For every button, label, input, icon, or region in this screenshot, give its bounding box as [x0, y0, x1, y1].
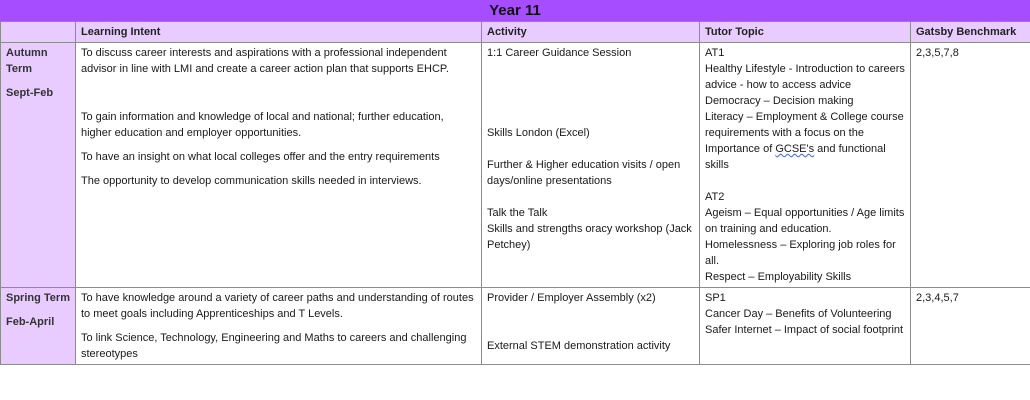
activity-cell	[482, 288, 700, 365]
header-gatsby-benchmark: Gatsby Benchmark	[911, 22, 1030, 43]
tutor-block-heading: AT1	[705, 47, 725, 59]
tutor-topic-item	[705, 109, 905, 173]
activity-item: Provider / Employer Assembly (x2)	[487, 292, 656, 304]
header-tutor-topic: Tutor Topic	[700, 22, 911, 43]
learning-intent-item: The opportunity to develop communication skills needed in interviews.	[81, 175, 422, 187]
tutor-block-heading: SP1	[705, 292, 726, 304]
page-title: Year 11	[0, 0, 1030, 22]
activity-item: External STEM demonstration activity	[487, 340, 671, 352]
learning-intent-cell	[76, 288, 482, 365]
learning-intent-item: To gain information and knowledge of local and national; further education, higher education and employer opportunities.	[81, 111, 444, 139]
learning-intent-item: To have knowledge around a variety of career paths and understanding of routes to meet goals including Apprenticeships and T Levels.	[81, 292, 474, 320]
tutor-topic-item: Cancer Day – Benefits of Volunteering	[705, 308, 892, 320]
learning-intent-item: To discuss career interests and aspirations with a professional independent advisor in line with LMI and create a career action plan that supports EHCP.	[81, 47, 449, 75]
learning-intent-item: To link Science, Technology, Engineering and Maths to careers and challenging stereotypes	[81, 332, 467, 360]
activity-item: Skills London (Excel)	[487, 127, 590, 139]
tutor-topic-item: Safer Internet – Impact of social footprint	[705, 324, 904, 336]
tutor-topic-cell	[700, 43, 911, 288]
term-name: Autumn Term	[6, 47, 48, 75]
activity-item: Further & Higher education visits / open days/online presentations	[487, 159, 681, 187]
table-row	[1, 43, 1030, 288]
header-row	[1, 22, 1030, 43]
gatsby-benchmark-cell: 2,3,5,7,8	[911, 43, 1030, 288]
careers-table	[0, 21, 1030, 365]
term-cell	[1, 43, 76, 288]
tutor-topic-item: Democracy – Decision making	[705, 95, 854, 107]
activity-item: Skills and strengths oracy workshop (Jack Petchey)	[487, 223, 692, 251]
header-learning-intent: Learning Intent	[76, 22, 482, 43]
tutor-topic-item: Ageism – Equal opportunities / Age limits on training and education.	[705, 207, 905, 235]
learning-intent-cell	[76, 43, 482, 288]
header-term	[1, 22, 76, 43]
activity-item: Talk the Talk	[487, 207, 548, 219]
term-cell	[1, 288, 76, 365]
tutor-topic-item: Healthy Lifestyle - Introduction to careers advice - how to access advice	[705, 63, 905, 91]
gatsby-benchmark-cell: 2,3,4,5,7	[911, 288, 1030, 365]
tutor-topic-text: and functional skills	[705, 143, 886, 171]
tutor-block-heading: AT2	[705, 191, 725, 203]
tutor-topic-item: Homelessness – Exploring job roles for all.	[705, 239, 896, 267]
tutor-topic-item: Respect – Employability Skills	[705, 271, 852, 283]
activity-item: 1:1 Career Guidance Session	[487, 47, 632, 59]
tutor-topic-cell	[700, 288, 911, 365]
term-name: Spring Term	[6, 292, 70, 304]
term-period: Sept-Feb	[6, 87, 54, 99]
activity-cell	[482, 43, 700, 288]
spellcheck-word: GCSE's	[775, 143, 815, 155]
tutor-topic-text: Literacy – Employment & College course requirements with a focus on the Importance of	[705, 111, 904, 155]
header-activity: Activity	[482, 22, 700, 43]
term-period: Feb-April	[6, 316, 55, 328]
table-row	[1, 288, 1030, 365]
learning-intent-item: To have an insight on what local colleges offer and the entry requirements	[81, 151, 440, 163]
